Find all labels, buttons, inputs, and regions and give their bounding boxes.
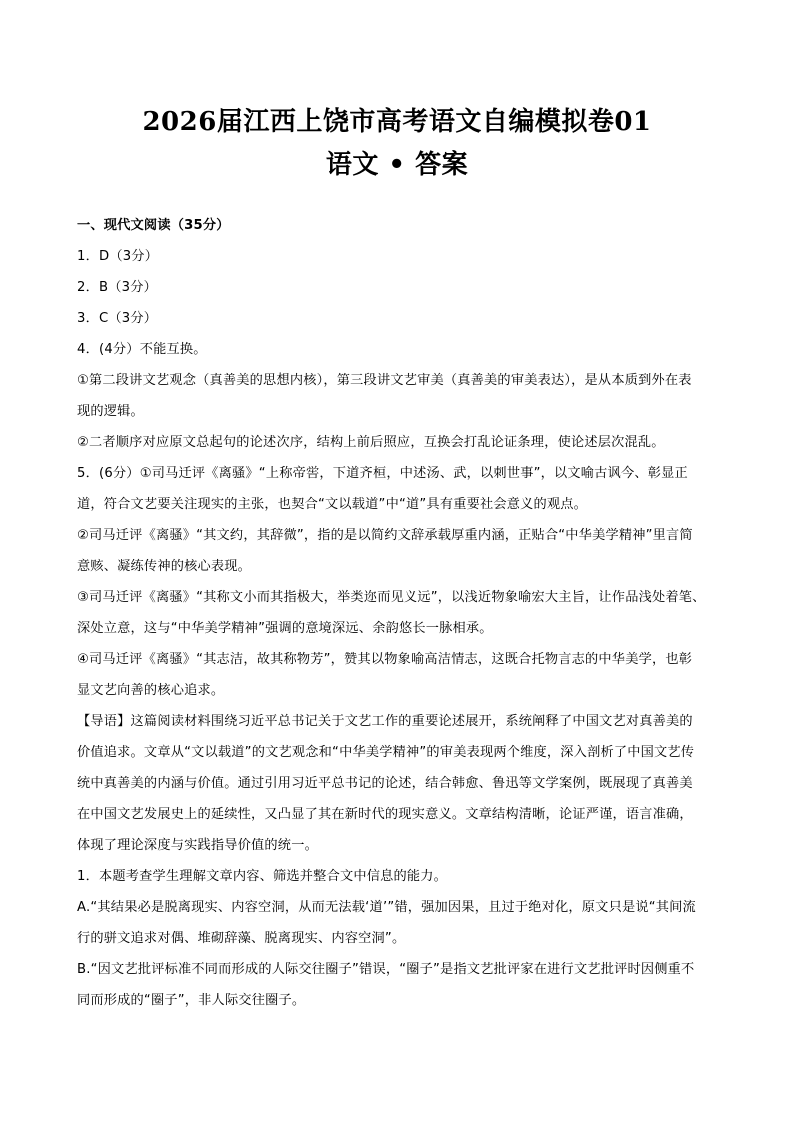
text-line: 行的骈文追求对偶、堆砌辞藻、脱离现实、内容空洞”。 — [77, 931, 406, 946]
answer-line: 1．D（3分） — [77, 249, 159, 264]
text-line: ④司马迁评《离骚》“其志洁，故其称物芳”，赞其以物象喻高洁情志，这既合托物言志的中华美学，也彰 — [77, 652, 693, 667]
text-line: 现的逻辑。 — [77, 404, 144, 419]
text-line: 道，符合文艺要关注现实的主张，也契合“文以载道”中“道”具有重要社会意义的观点。 — [77, 497, 588, 512]
text-line: 价值追求。文章从“文以载道”的文艺观念和“中华美学精神”的审美表现两个维度，深入剖析了中国文艺传 — [77, 745, 695, 760]
text-line: 1．本题考查学生理解文章内容、筛选并整合文中信息的能力。 — [77, 869, 448, 884]
text-line: 在中国文艺发展史上的延续性，又凸显了其在新时代的现实意义。文章结构清晰，论证严谨，语言准确， — [77, 807, 693, 822]
text-line: ①第二段讲文艺观念（真善美的思想内核），第三段讲文艺审美（真善美的审美表达），是从本质到外在表 — [77, 373, 692, 388]
text-line: ②司马迁评《离骚》“其文约，其辞微”，指的是以简约文辞承载厚重内涵，正贴合“中华美学精神”里言简 — [77, 528, 693, 543]
text-line: ②二者顺序对应原文总起句的论述次序，结构上前后照应，互换会打乱论证条理，使论述层次混乱。 — [77, 435, 665, 450]
text-line: 意赅、凝练传神的核心表现。 — [77, 559, 252, 574]
answer-content — [77, 210, 725, 1016]
document-title: 2026届江西上饶市高考语文自编模拟卷01 — [142, 107, 652, 137]
guide-line: 【导语】这篇阅读材料围绕习近平总书记关于文艺工作的重要论述展开，系统阐释了中国文艺对真善美的 — [77, 714, 693, 729]
text-line: ③司马迁评《离骚》“其称文小而其指极大，举类迩而见义远”，以浅近物象喻宏大主旨，让作品浅处着笔、 — [77, 590, 706, 605]
answer-line: 2．B（3分） — [77, 280, 157, 295]
text-line: 统中真善美的内涵与价值。通过引用习近平总书记的论述，结合韩愈、鲁迅等文学案例，既展现了真善美 — [77, 776, 693, 791]
text-line: 同而形成的“圈子”，非人际交往圈子。 — [77, 993, 306, 1008]
text-line: 深处立意，这与“中华美学精神”强调的意境深远、余韵悠长一脉相承。 — [77, 621, 493, 636]
text-line: 显文艺向善的核心追求。 — [77, 683, 225, 698]
document-subtitle: 语文 • 答案 — [325, 150, 469, 180]
text-line: B.“因文艺批评标准不同而形成的人际交往圈子”错误，“圈子”是指文艺批评家在进行文艺批评时因侧重不 — [77, 962, 695, 977]
text-line: A.“其结果必是脱离现实、内容空洞，从而无法载‘道’”错，强加因果，且过于绝对化，原文只是说“其间流 — [77, 900, 696, 915]
answer-line: 4．(4分）不能互换。 — [77, 342, 207, 357]
answer-line: 3．C（3分） — [77, 311, 158, 326]
text-line: 5．(6分）①司马迁评《离骚》“上称帝喾，下道齐桓，中述汤、武，以刺世事”，以文喻古讽今、彰显正 — [77, 466, 688, 481]
section-heading: 一、现代文阅读（35分） — [77, 218, 230, 233]
text-line: 体现了理论深度与实践指导价值的统一。 — [77, 838, 318, 853]
